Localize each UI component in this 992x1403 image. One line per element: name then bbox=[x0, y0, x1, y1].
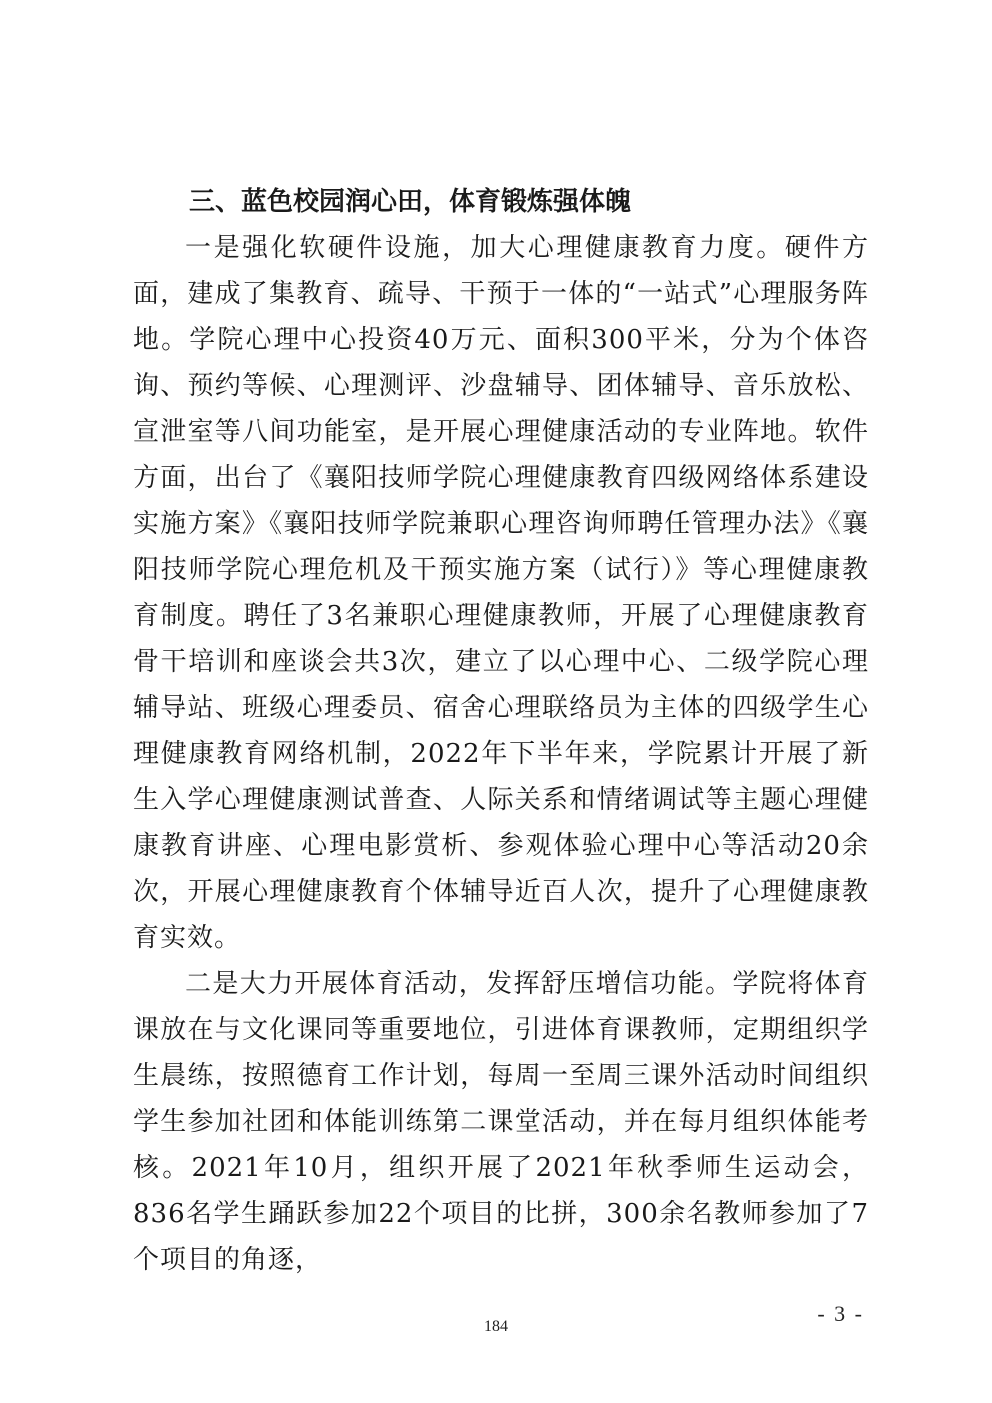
paragraph-sports-activities: 二是大力开展体育活动，发挥舒压增信功能。学院将体育课放在与文化课同等重要地位，引进体育课教师，定期组织学生晨练，按照德育工作计划，每周一至周三课外活动时间组织学生参加社团和体能训练第二课堂活动，并在每月组织体能考核。2021年10月，组织开展了2021年秋季师生运动会，836名学生踊跃参加22个项目的比拼，300余名教师参加了7个项目的角逐， bbox=[133, 969, 869, 1275]
document-page-number: - 3 - bbox=[817, 1301, 864, 1326]
section-heading: 三、蓝色校园润心田，体育锻炼强体魄 bbox=[189, 187, 632, 217]
paragraph-mental-health: 一是强化软硬件设施，加大心理健康教育力度。硬件方面，建成了集教育、疏导、干预于一体的“一站式”心理服务阵地。学院心理中心投资40万元、面积300平米，分为个体咨询、预约等候、心理测评、沙盘辅导、团体辅导、音乐放松、宣泄室等八间功能室，是开展心理健康活动的专业阵地。软件方面，出台了《襄阳技师学院心理健康教育四级网络体系建设实施方案》《襄阳技师学院兼职心理咨询师聘任管理办法》《襄阳技师学院心理危机及干预实施方案（试行）》等心理健康教育制度。聘任了3名兼职心理健康教师，开展了心理健康教育骨干培训和座谈会共3次，建立了以心理中心、二级学院心理辅导站、班级心理委员、宿舍心理联络员为主体的四级学生心理健康教育网络机制，2022年下半年来，学院累计开展了新生入学心理健康测试普查、人际关系和情绪调试等主题心理健康教育讲座、心理电影赏析、参观体验心理中心等活动20余次，开展心理健康教育个体辅导近百人次，提升了心理健康教育实效。 bbox=[133, 233, 869, 953]
document-body bbox=[133, 180, 869, 1283]
print-page-number: 184 bbox=[484, 1318, 508, 1335]
